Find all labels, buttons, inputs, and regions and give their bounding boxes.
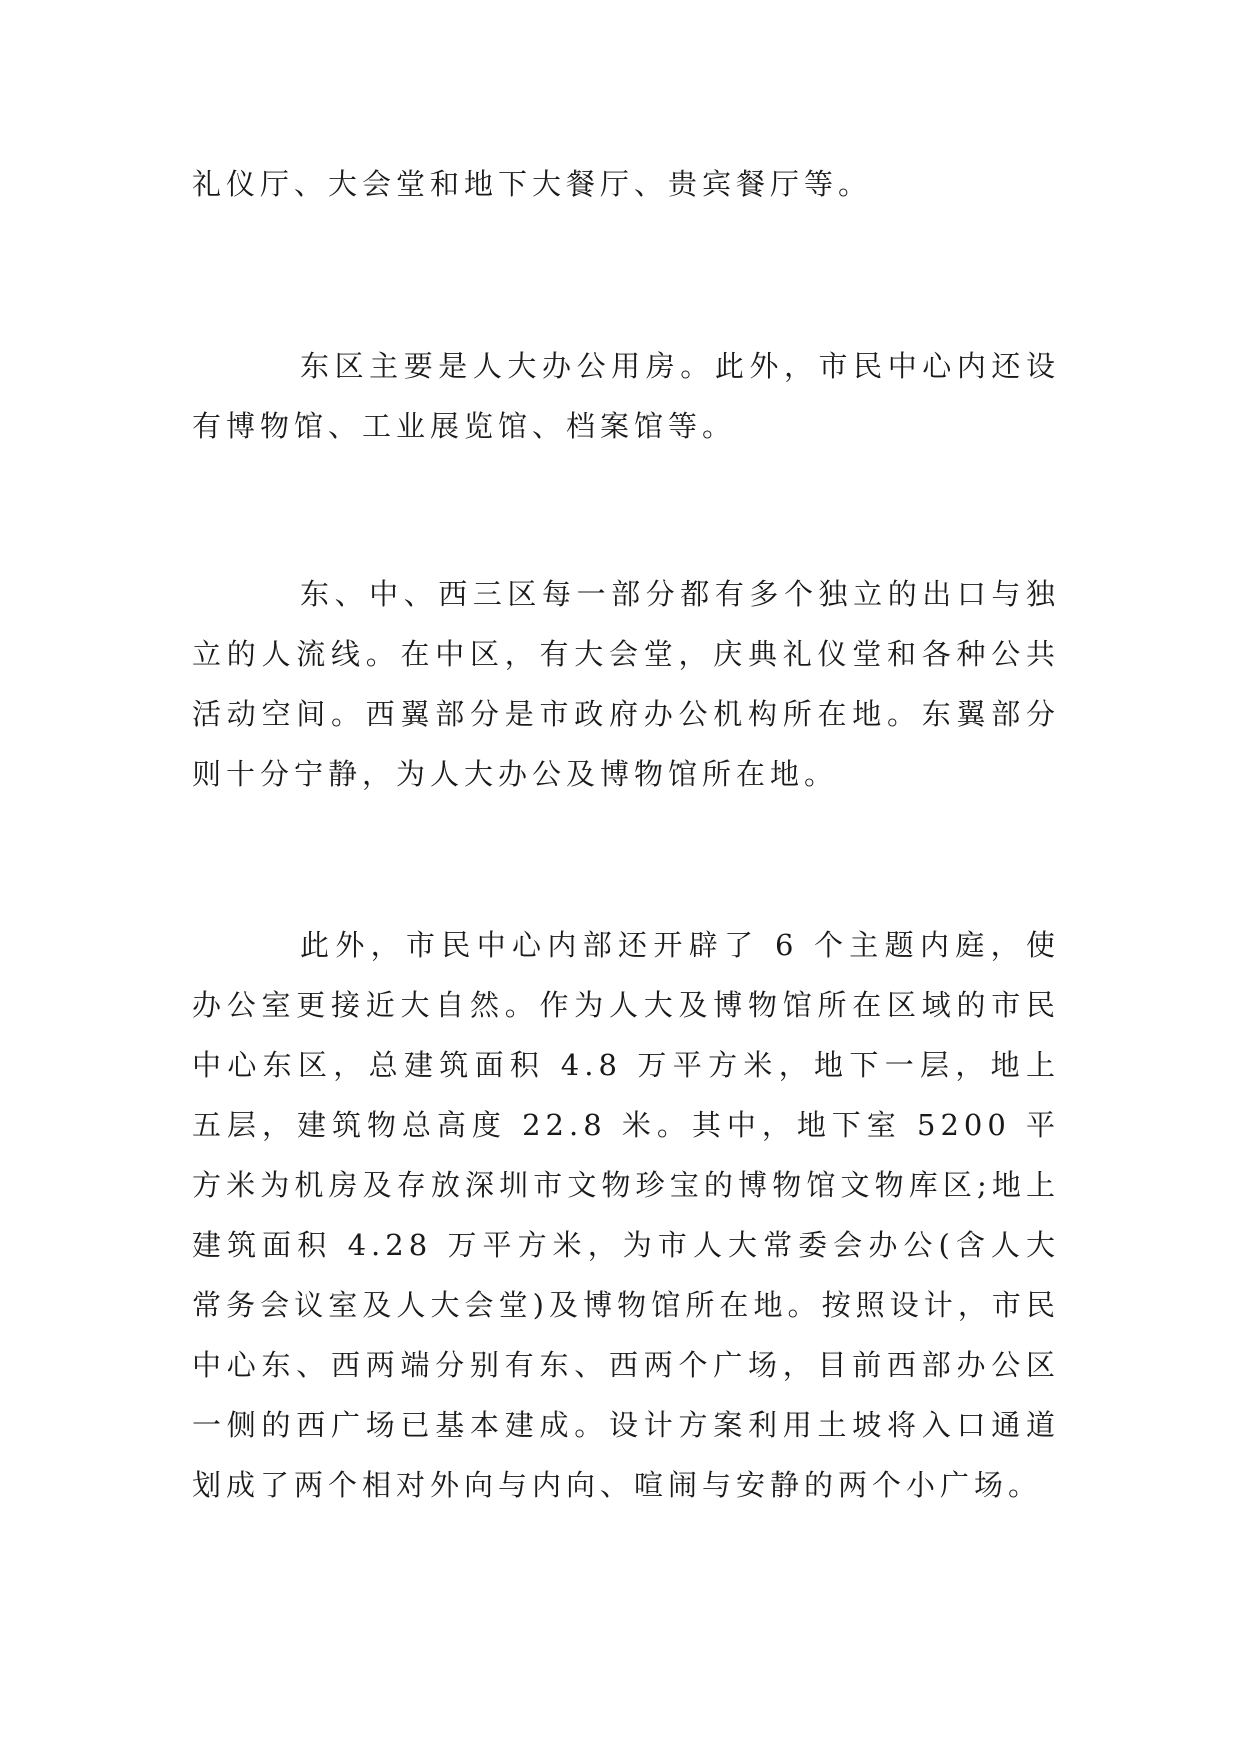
paragraph-courtyards: 此外，市民中心内部还开辟了 6 个主题内庭，使办公室更接近大自然。作为人大及博物馆所在区域的市民中心东区，总建筑面积 4.8 万平方米，地下一层，地上五层，建筑物总高度 22.8 米。其中，地下室 5200 平方米为机房及存放深圳市文物珍宝的博物馆文物库区;地上建筑面积 4.28 万平方米，为市人大常委会办公(含人大常务会议室及人大会堂)及博物馆所在地。按照设计，市民中心东、西两端分别有东、西两个广场，目前西部办公区一侧的西广场已基本建成。设计方案利用土坡将入口通道划成了两个相对外向与内向、喧闹与安静的两个小广场。 [192,928,1060,1502]
paragraph-continuation: 礼仪厅、大会堂和地下大餐厅、贵宾餐厅等。 [192,167,873,201]
paragraph-three-districts: 东、中、西三区每一部分都有多个独立的出口与独立的人流线。在中区，有大会堂，庆典礼仪堂和各种公共活动空间。西翼部分是市政府办公机构所在地。东翼部分则十分宁静，为人大办公及博物馆所在地。 [192,577,1060,791]
paragraph-east-district: 东区主要是人大办公用房。此外，市民中心内还设有博物馆、工业展览馆、档案馆等。 [192,349,1060,443]
